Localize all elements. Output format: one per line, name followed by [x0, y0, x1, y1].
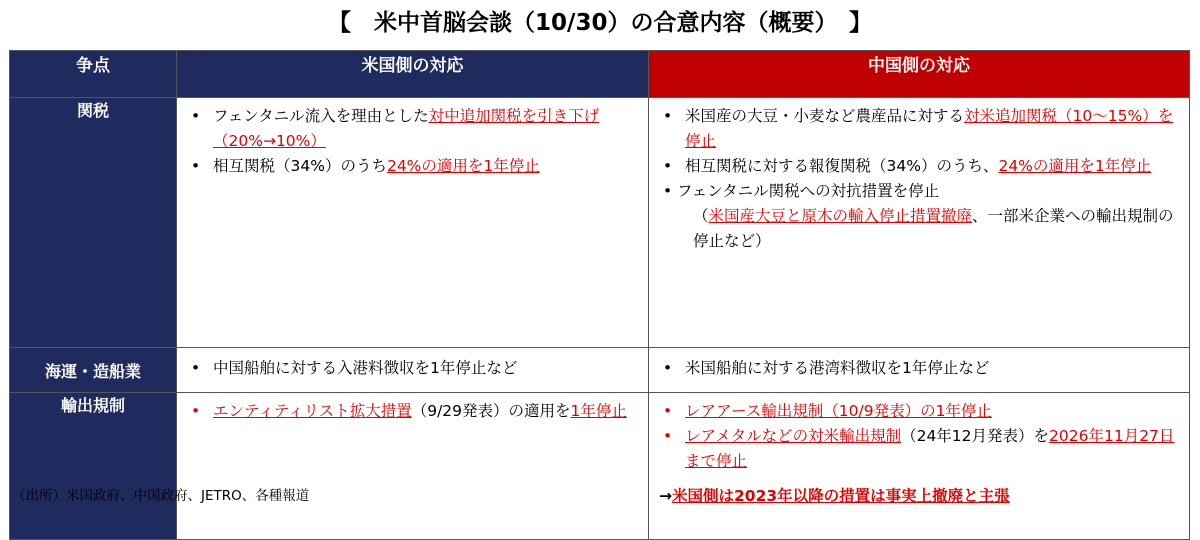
china-tariff-b1-highlight: 対米追加関税（10～15%）を停止 — [685, 107, 1174, 150]
header-issue: 争点 — [10, 51, 177, 98]
list-item — [659, 179, 1181, 254]
header-us: 米国側の対応 — [177, 51, 649, 98]
china-tariff-b2-highlight: 24%の適用を1年停止 — [998, 157, 1152, 175]
list-item — [659, 104, 1181, 154]
bullet-icon: • — [191, 157, 201, 175]
china-tariff-b3-text: フェンタニル関税への対抗措置を停止 — [677, 182, 940, 200]
bullet-icon: • — [663, 107, 673, 125]
china-tariff-b3-rest: 、一部米企業への輸出規制の停止など） — [693, 207, 1174, 250]
conclusion-highlight: 米国側は2023年以降の措置は事実上撤廃と主張 — [672, 487, 1010, 505]
issue-export: 輸出規制 — [10, 393, 177, 540]
page-title: 【 米中首脳会談（10/30）の合意内容（概要） 】 — [328, 10, 872, 36]
table-row-tariff — [10, 98, 1190, 348]
china-tariff-cell — [649, 98, 1190, 348]
source-note: （出所）米国政府、中国政府、JETRO、各種報道 — [12, 488, 310, 504]
us-tariff-b2-highlight: 24%の適用を1年停止 — [386, 157, 540, 175]
list-item — [187, 154, 640, 179]
conclusion-line — [659, 484, 1181, 509]
us-tariff-cell — [177, 98, 649, 348]
issue-shipping: 海運・造船業 — [10, 348, 177, 393]
bullet-icon: • — [191, 107, 201, 125]
us-export-b1-text: （9/29発表）の適用を — [411, 402, 571, 420]
china-export-b2-highlight2: 2026年11月27日まで停止 — [685, 427, 1175, 470]
table-row-export — [10, 393, 1190, 540]
us-export-cell — [177, 393, 649, 540]
china-export-cell — [649, 393, 1190, 540]
us-export-b1-highlight2: 1年停止 — [570, 402, 627, 420]
list-item — [187, 104, 640, 154]
us-export-b1-highlight: エンティティリスト拡大措置 — [213, 402, 412, 420]
list-item — [659, 399, 1181, 424]
china-tariff-b3-highlight: 米国産大豆と原木の輸入停止措置撤廃 — [708, 207, 973, 225]
bullet-icon: • — [191, 358, 201, 377]
bullet-icon: • — [663, 358, 673, 377]
table-header-row — [10, 51, 1190, 98]
china-shipping-cell — [649, 348, 1190, 393]
us-tariff-b2-text: 相互関税（34%）のうち — [213, 157, 387, 175]
table-row-shipping — [10, 348, 1190, 393]
list-item — [659, 356, 1181, 381]
china-export-b1-highlight: レアアース輸出規制（10/9発表）の1年停止 — [685, 402, 992, 420]
us-tariff-b1-highlight: 対中追加関税を引き下げ（20%→10%） — [213, 107, 600, 150]
us-shipping-cell — [177, 348, 649, 393]
china-shipping-text: 米国船舶に対する港湾料徴収を1年停止など — [685, 358, 990, 377]
us-tariff-b1-text: フェンタニル流入を理由とした — [213, 107, 429, 125]
bullet-icon: • — [663, 402, 673, 420]
bullet-icon: • — [663, 182, 673, 200]
china-tariff-b1-text: 米国産の大豆・小麦など農産品に対する — [685, 107, 965, 125]
list-item — [659, 424, 1181, 474]
arrow-icon: → — [659, 487, 672, 505]
list-item — [187, 399, 640, 424]
bullet-icon: • — [663, 157, 673, 175]
bullet-icon: • — [191, 402, 201, 420]
list-item — [187, 356, 640, 381]
issue-tariff: 関税 — [10, 98, 177, 348]
china-tariff-b3-open: （ — [693, 207, 709, 225]
china-export-b2-highlight: レアメタルなどの対米輸出規制 — [685, 427, 902, 445]
us-shipping-text: 中国船舶に対する入港料徴収を1年停止など — [213, 358, 518, 377]
header-china: 中国側の対応 — [649, 51, 1190, 98]
bullet-icon: • — [663, 427, 673, 445]
china-export-b2-text: （24年12月発表）を — [901, 427, 1050, 445]
agreement-table — [9, 50, 1190, 540]
list-item — [659, 154, 1181, 179]
china-tariff-b2-text: 相互関税に対する報復関税（34%）のうち、 — [685, 157, 999, 175]
